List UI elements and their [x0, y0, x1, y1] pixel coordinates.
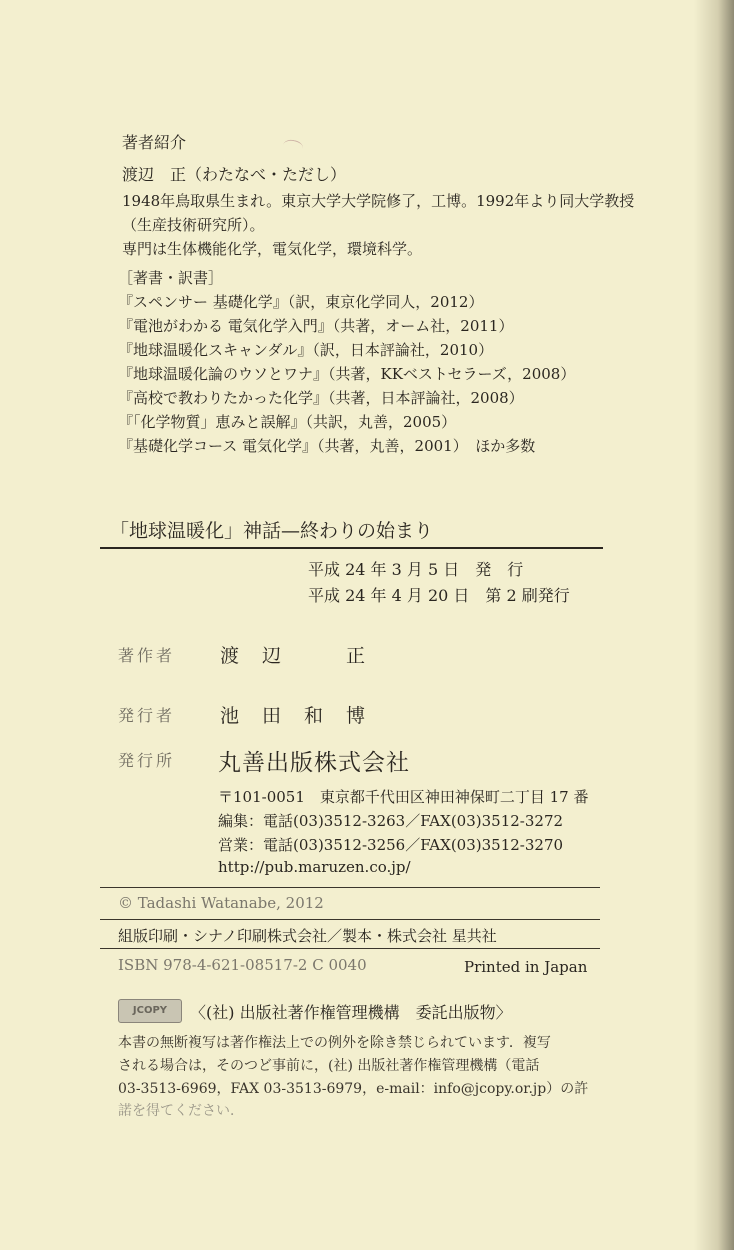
author-bio-line-1: 1948年鳥取県生まれ。東京大学大学院修了，工博。1992年より同大学教授: [122, 192, 635, 210]
colophon-rule-3: [100, 948, 600, 949]
author-name-line: 渡辺 正（わたなべ・ただし）: [122, 165, 347, 184]
book-title: 「地球温暖化」神話—終わりの始まり: [110, 520, 434, 542]
pencil-mark: [282, 138, 304, 154]
publisher-address: 〒101-0051 東京都千代田区神田神保町二丁目 17 番: [218, 788, 589, 806]
sales-contact: 営業：電話(03)3512-3256／FAX(03)3512-3270: [218, 836, 564, 854]
isbn: ISBN 978-4-621-08517-2 C 0040: [118, 956, 367, 974]
printed-in: Printed in Japan: [464, 958, 588, 976]
jcopy-notice-line-1: 本書の無断複写は著作権法上での例外を除き禁じられています．複写: [118, 1035, 551, 1051]
colophon-rule-1: [100, 887, 600, 888]
colophon-rule-2: [100, 919, 600, 920]
copyright: © Tadashi Watanabe, 2012: [118, 894, 324, 912]
publisher-person-label: 発行者: [118, 706, 176, 725]
works-item: 『「化学物質」恵みと誤解』（共訳，丸善，2005）: [118, 413, 457, 431]
author-intro-heading: 著者紹介: [122, 133, 187, 152]
works-item: 『スペンサー 基礎化学』（訳，東京化学同人，2012）: [118, 293, 484, 311]
works-item: 『地球温暖化論のウソとワナ』（共著，KKベストセラーズ，2008）: [118, 365, 576, 383]
works-item: 『高校で教わりたかった化学』（共著，日本評論社，2008）: [118, 389, 524, 407]
publisher-url: http://pub.maruzen.co.jp/: [218, 858, 411, 876]
works-item: 『地球温暖化スキャンダル』（訳，日本評論社，2010）: [118, 341, 494, 359]
jcopy-notice-line-4: 諾を得てください．: [118, 1103, 244, 1119]
editorial-contact: 編集：電話(03)3512-3263／FAX(03)3512-3272: [218, 812, 564, 830]
author-value: 渡 辺 正: [220, 645, 368, 667]
author-bio-line-2: （生産技術研究所）。: [122, 216, 265, 234]
publisher-person-value: 池 田 和 博: [220, 705, 368, 727]
works-item: 『電池がわかる 電気化学入門』（共著，オーム社，2011）: [118, 317, 514, 335]
publication-date-1: 平成 24 年 3 月 5 日 発 行: [308, 560, 524, 579]
publication-date-2: 平成 24 年 4 月 20 日 第 2 刷発行: [308, 586, 570, 605]
works-item: 『基礎化学コース 電気化学』（共著，丸善，2001） ほか多数: [118, 437, 536, 455]
author-bio-line-3: 専門は生体機能化学，電気化学，環境科学。: [122, 240, 423, 258]
title-rule: [100, 547, 603, 549]
author-label: 著作者: [118, 646, 176, 665]
jcopy-notice-line-3: 03-3513-6969，FAX 03-3513-6979，e-mail：info@jcopy.or.jp）の許: [118, 1081, 589, 1097]
publisher-label: 発行所: [118, 751, 176, 770]
jcopy-logo: JCOPY: [118, 999, 182, 1023]
printing-binding: 組版印刷・シナノ印刷株式会社／製本・株式会社 星共社: [118, 927, 497, 945]
page-edge-shadow: [694, 0, 734, 1250]
publisher-value: 丸善出版株式会社: [218, 750, 410, 776]
jcopy-notice-line-2: される場合は，そのつど事前に，(社) 出版社著作権管理機構（電話: [118, 1058, 540, 1074]
jcopy-heading: 〈(社) 出版社著作権管理機構 委託出版物〉: [190, 1003, 512, 1022]
works-heading: ［著書・訳書］: [118, 269, 224, 287]
